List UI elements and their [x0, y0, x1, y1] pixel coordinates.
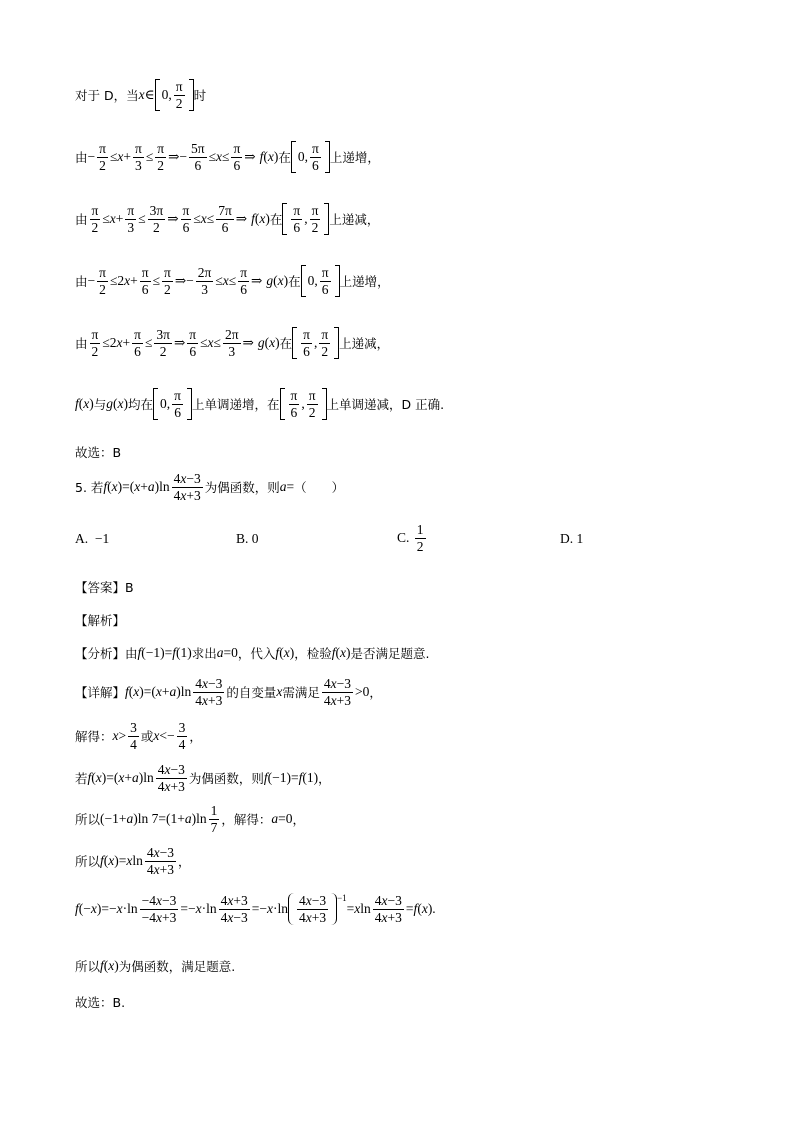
- line-g-increase: 由 − π 2 ≤2 x + π 6 ≤ π 2 ⇒− 2π 3 ≤ x ≤ π 6 ⇒ g ( x ) 在 0, π 6 上递增，: [75, 265, 390, 297]
- final-choice: 故选：B.: [75, 995, 126, 1010]
- fenxi-line: 【分析】由 f (−1)= f (1) 求出 a =0 ，代入 f ( x ) ，检验 f ( x ) 是否满足题意.: [75, 645, 430, 661]
- option-a[interactable]: A. −1: [75, 531, 110, 546]
- option-b[interactable]: B. 0: [236, 531, 259, 546]
- question-5: 5. 若 f ( x )=( x + a )ln 4x−3 4x+3 为偶函数，则 a = （ ）: [75, 471, 345, 503]
- xiangjie-line: 【详解】 f ( x )=( x + a )ln 4x−3 4x+3 的自变量 x 需满足 4x−3 4x+3 >0 ，: [75, 676, 382, 708]
- option-c[interactable]: C. 1 2: [397, 522, 424, 554]
- line-f-increase: 由 − π 2 ≤ x + π 3 ≤ π 2 ⇒− 5π 6 ≤ x ≤ π 6 ⇒ f ( x ) 在 0, π 6 上递增，: [75, 141, 380, 173]
- even-function-derivation: f (− x )=− x ·ln −4x−3 −4x+3 =− x ·ln 4x+3 4x−3 =− x ·ln 4x−3 4x+3 $^{-1}$ = x ln 4x−3 4x+3 = f ( x ).: [75, 893, 436, 925]
- line-g-decrease: 由 π 2 ≤2 x + π 6 ≤ 3π 2 ⇒ π 6 ≤ x ≤ 2π 3 ⇒ g ( x ) 在 π 6 , π 2 上递减，: [75, 327, 390, 359]
- choose-b: 故选：B: [75, 445, 122, 460]
- line-d-conclusion: f ( x ) 与 g ( x ) 均在 0, π 6 上单调递增，在 π 6 , π 2 上单调递减，D 正确.: [75, 388, 445, 420]
- suoyi-line-1: 所以 (−1+ a )ln 7=(1+ a )ln 1 7 ，解得： a =0 ，: [75, 803, 306, 835]
- line-f-decrease: 由 π 2 ≤ x + π 3 ≤ 3π 2 ⇒ π 6 ≤ x ≤ 7π 6 ⇒ f ( x ) 在 π 6 , π 2 上递减，: [75, 203, 380, 235]
- suoyi-line-2: 所以 f ( x )= x ln 4x−3 4x+3 ，: [75, 845, 191, 877]
- option-d[interactable]: D. 1: [560, 531, 584, 546]
- ruo-line: 若 f ( x )=( x + a )ln 4x−3 4x+3 为偶函数，则 f (−1)= f (1) ，: [75, 762, 331, 794]
- suoyi-line-3: 所以 f ( x ) 为偶函数，满足题意.: [75, 958, 236, 974]
- line-case-d: 对于 D，当 x ∈ 0, π 2 时: [75, 79, 207, 111]
- jiede-line: 解得： x > 3 4 或 x <− 3 4 ，: [75, 720, 202, 752]
- answer-label: 【答案】B: [75, 580, 134, 595]
- analysis-label: 【解析】: [75, 613, 126, 628]
